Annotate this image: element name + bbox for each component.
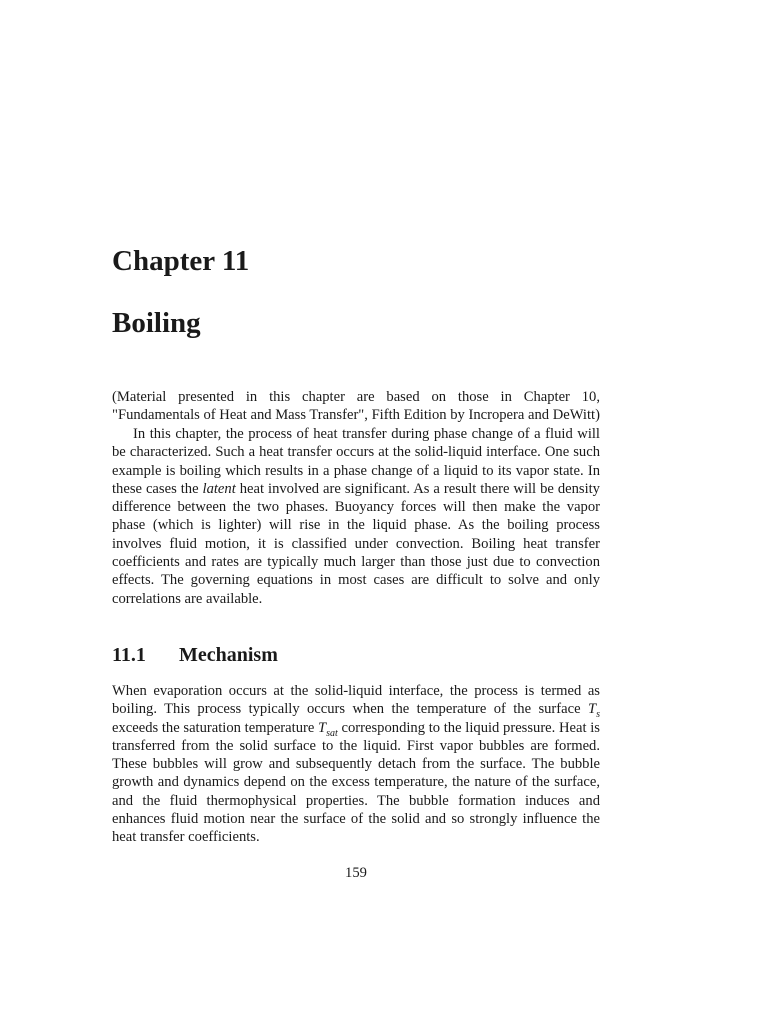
intro-emphasis: latent: [202, 480, 236, 497]
mechanism-paragraph: [112, 682, 600, 847]
chapter-title: Boiling: [112, 307, 201, 339]
section-heading: [112, 642, 278, 668]
page-number: 159: [345, 865, 367, 881]
surface-temperature-symbol: $T_s$: [587, 701, 600, 721]
mechanism-text-2: exceeds the saturation temperature: [112, 719, 319, 736]
saturation-temperature-symbol: $T_{sat}$: [318, 719, 338, 739]
intro-text-1: In this chapter, the process of heat transfer during phase change of a fluid will be characterized. Such a heat transfer occurs at the solid-liquid interface. One such example is boiling which results in a phase change of a liquid to its vapor state. In these cases the: [112, 426, 600, 497]
intro-paragraph: [112, 425, 600, 608]
document-page: [112, 0, 600, 1024]
intro-text-2: heat involved are significant. As a result there will be density difference between the two phases. Buoyancy forces will then make the vapor phase (which is lighter) will rise in the liquid phase. As the boiling process involves fluid motion, it is classified under convection. Boiling heat transfer coefficients and rates are typically much larger than those just due to convection effects. The governing equations in most cases are difficult to solve and only correlations are available.: [112, 480, 600, 607]
section-number: 11.1: [112, 644, 146, 666]
mechanism-text-1: When evaporation occurs at the solid-liquid interface, the process is termed as boiling. This process typically occurs when the temperature of the surface: [112, 683, 600, 718]
section-title: Mechanism: [179, 644, 278, 666]
mechanism-text-3: corresponding to the liquid pressure. Heat is transferred from the solid surface to the liquid. First vapor bubbles are formed. These bubbles will grow and subsequently detach from the surface. The bubble growth and dynamics depend on the excess temperature, the nature of the surface, and the fluid thermophysical properties. The bubble formation induces and enhances fluid motion near the surface of the solid and so strongly influence the heat transfer coefficients.: [112, 719, 600, 846]
chapter-label: Chapter 11: [112, 245, 250, 277]
source-note: (Material presented in this chapter are based on those in Chapter 10, "Fundamentals of Heat and Mass Transfer", Fifth Edition by Incropera and DeWitt): [112, 389, 600, 424]
